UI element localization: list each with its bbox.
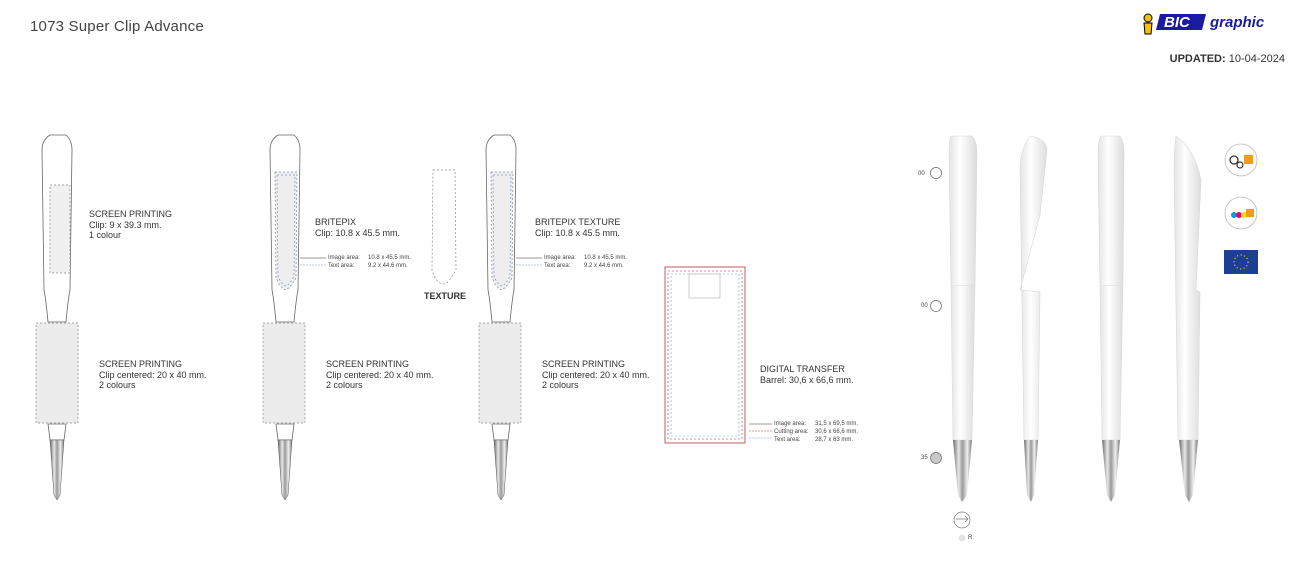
texture-sample [432,170,456,284]
svg-text:graphic: graphic [1210,14,1265,31]
section-title: SCREEN PRINTING [326,359,410,369]
section-title: BRITEPIX TEXTURE [535,217,621,227]
section-detail: Clip centered: 20 x 40 mm. [542,369,650,380]
barrel-print-area [36,323,78,423]
digital-transfer-label [760,364,854,385]
eu-flag-icon [1224,250,1258,274]
clip-screen-printing-label [89,209,172,241]
updated-value: 10-04-2024 [1228,53,1285,65]
barrel-screen-printing-label-1 [99,359,207,391]
section-detail: 2 colours [326,380,363,390]
clip-print-area [50,185,70,273]
swatch-00-a[interactable] [931,168,942,179]
section-detail: Barrel: 30,6 x 66,6 mm. [760,374,854,385]
refill-label: R [968,535,973,541]
britepix-texture-label [535,217,620,238]
product-render-front-2 [1098,136,1124,502]
product-render-side-2 [1174,136,1201,502]
pen-outline-3 [479,135,542,500]
section-detail: 2 colours [99,380,136,390]
section-detail: Clip: 10.8 x 45.5 mm. [315,227,401,238]
section-title: SCREEN PRINTING [542,359,626,369]
pen-outline-1 [36,135,78,500]
printed-in-bic-factories-icon [1225,197,1257,229]
barrel-print-area [479,323,521,423]
page-title: 1073 Super Clip Advance [30,18,204,35]
section-detail: Clip: 10.8 x 45.5 mm. [535,227,621,238]
section-detail: 1 colour [89,230,122,240]
pen-outline-2 [263,135,326,500]
swatch-00-b[interactable] [931,301,942,312]
swatch-code: 00 [921,303,928,309]
digital-transfer-areas: Image area: 31,5 x 69,5 mm. Cutting area: 30,6 x 66,6 mm. Text area: 28,7 x 63 mm. [774,421,859,443]
barrel-screen-printing-label-2 [326,359,434,391]
swatch-35[interactable] [931,453,942,464]
section-title: BRITEPIX [315,217,357,227]
section-title: SCREEN PRINTING [99,359,183,369]
section-detail: Clip centered: 20 x 40 mm. [99,369,207,380]
barrel-print-area [263,323,305,423]
updated-label: UPDATED: [1169,53,1226,65]
swatch-code: 35 [921,455,928,461]
produced-in-bic-factories-icon [1225,144,1257,176]
texture-label: TEXTURE [424,291,467,301]
britepix-areas: Image area: 10.8 x 45.5 mm. Text area: 9.2 x 44.6 mm. [328,255,412,269]
section-detail: Clip: 9 x 39.3 mm. [89,219,162,230]
section-title: DIGITAL TRANSFER [760,364,845,374]
product-render-front-1 [949,136,977,502]
section-title: SCREEN PRINTING [89,209,173,219]
britepix-texture-areas: Image area: 10.8 x 45.5 mm. Text area: 9.2 x 44.6 mm. [544,255,628,269]
britepix-label [315,217,400,238]
section-detail: Clip centered: 20 x 40 mm. [326,369,434,380]
swatch-code: 00 [918,171,925,177]
digital-transfer-template [665,267,772,443]
barrel-screen-printing-label-3 [542,359,650,391]
product-render-side-1 [1020,136,1047,502]
svg-text:BIC: BIC [1164,14,1190,31]
section-detail: 2 colours [542,380,579,390]
